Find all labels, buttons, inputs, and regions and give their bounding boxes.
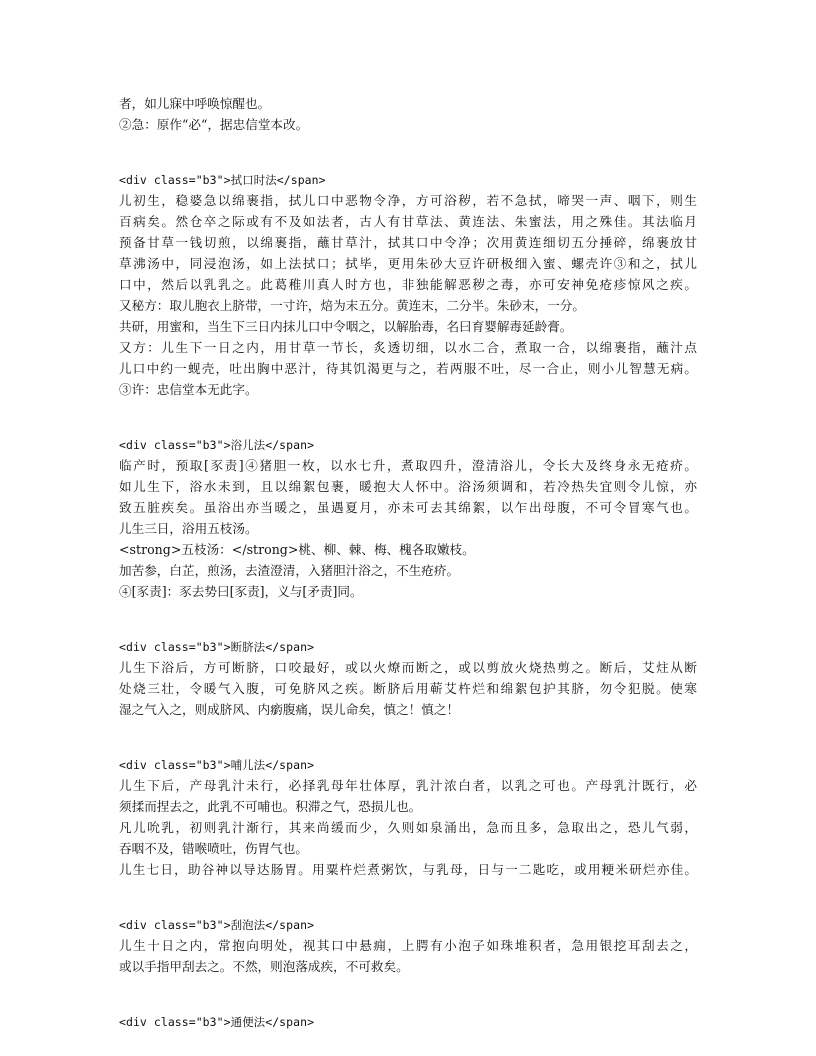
section-heading: <div class="b3">哺儿法</span> [119,758,315,772]
text-line: 儿口中约一蚬壳，吐出胸中恶汁，待其饥渴更与之，若两服不吐，尽一合止，则小儿智慧无病。 [119,361,697,376]
text-line: 凡儿吮乳，初则乳汁渐行，其来尚缓而少，久则如泉涌出，急而且多，急取出之，恐儿气弱， [119,820,697,835]
text-line: <strong>五枝汤：</strong>桃、柳、棘、梅、槐各取嫩枝。 [119,542,475,557]
text-line: 或以手指甲刮去之。不然，则泡落成疾，不可救矣。 [119,959,409,974]
text-line: 临产时，预取[豕责]④猪胆一枚，以水七升，煮取四升，澄清浴儿，令长大及终身永无疮疥。 [119,458,697,473]
footnote-line: ④[豕责]：豕去势曰[豕责]，义与[矛责]同。 [119,584,363,599]
text-line: 须揉而捏去之，此乳不可哺也。积滞之气，恐损儿也。 [119,799,422,814]
text-line: 加苦参，白芷，煎汤，去渣澄清，入猪胆汁浴之，不生疮疥。 [119,563,460,578]
text-line: 儿生下浴后，方可断脐，口咬最好，或以火燎而断之，或以剪放火烧热剪之。断后，艾炷从断 [119,660,697,675]
text-line: 处烧三壮，令暖气入腹，可免脐风之疾。断脐后用蕲艾杵烂和绵絮包护其脐，勿令犯脱。使寒 [119,681,697,696]
text-line: 预备甘草一钱切煎，以绵裹指，蘸甘草汁，拭其口中令净；次用黄连细切五分捶碎，绵裹放甘 [119,235,697,250]
text-line: 儿初生，稳婆急以绵裹指，拭儿口中恶物令净，方可浴秽，若不急拭，啼哭一声、咽下，则生 [119,193,697,208]
section-heading: <div class="b3">刮泡法</span> [119,918,315,932]
text-line: 湿之气入之，则成脐风、内瘹腹痛，误儿命矣，慎之！慎之！ [119,702,460,717]
text-line: 儿生七日，助谷神以导达肠胃。用粟杵烂煮粥饮，与乳母，日与一二匙吃，或用粳米研烂亦佳。 [119,862,697,877]
text-line: 如儿生下，浴水未到，且以绵絮包裹，暖抱大人怀中。浴汤须调和，若冷热失宜则令儿惊，亦 [119,479,697,494]
text-line: 儿生十日之内，常抱向明处，视其口中悬痈，上腭有小泡子如珠堆积者，急用银挖耳刮去之， [119,938,697,953]
text-line: 共研，用蜜和，当生下三日内抹儿口中令咽之，以解胎毒，名曰育婴解毒延龄膏。 [119,319,573,334]
footnote-line: ②急：原作“必“，据忠信堂本改。 [119,117,309,132]
text-line: 口中，然后以乳乳之。此葛稚川真人时方也，非独能解恶秽之毒，亦可安神免疮疹惊风之疾。 [119,277,697,292]
section-heading: <div class="b3">拭口时法</span> [119,173,326,187]
text-line: 草沸汤中，同浸泡汤，如上法拭口；拭毕，更用朱砂大豆许研极细入蜜、螺壳许③和之，拭儿 [119,256,697,271]
text-line: 者，如儿寐中呼唤惊醒也。 [119,96,271,111]
text-line: 吞咽不及，错喉喷吐，伤胃气也。 [119,841,308,856]
text-line: 致五脏疾矣。虽浴出亦当暖之，虽遇夏月，亦未可去其绵絮，以乍出母腹，不可令冒寒气也。 [119,500,697,515]
text-line: 儿生三日，浴用五枝汤。 [119,521,258,536]
footnote-line: ③许：忠信堂本无此字。 [119,382,258,397]
text-line: 又方：儿生下一日之内，用甘草一节长，炙透切细，以水二合，煮取一合，以绵裹指，蘸汁点 [119,340,697,355]
text-line: 儿生下后，产母乳汁未行，必择乳母年壮体厚，乳汁浓白者，以乳之可也。产母乳汁既行，必 [119,778,697,793]
text-line: 百病矣。然仓卒之际或有不及如法者，古人有甘草法、黄连法、朱蜜法，用之殊佳。其法临月 [119,214,697,229]
section-heading: <div class="b3">断脐法</span> [119,640,315,654]
text-line: 又秘方：取儿胞衣上脐带，一寸许，焙为末五分。黄连末，二分半。朱砂末，一分。 [119,298,585,313]
section-heading: <div class="b3">通便法</span> [119,1015,315,1029]
section-heading: <div class="b3">浴儿法</span> [119,438,315,452]
